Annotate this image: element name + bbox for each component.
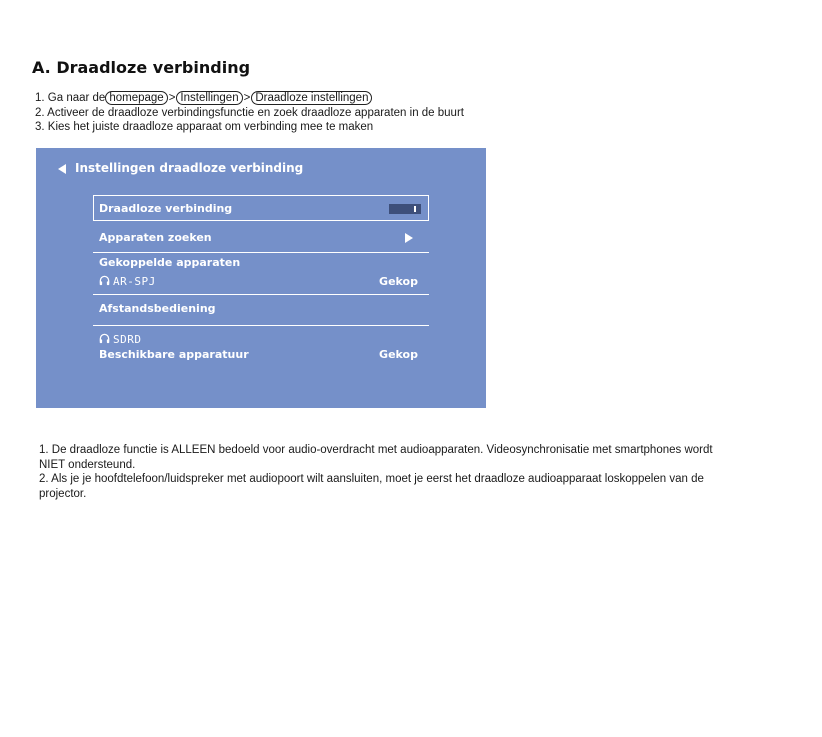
wireless-connection-label: Draadloze verbinding [99,202,233,215]
notes [39,443,729,501]
paired-device-status: Gekop [379,275,418,288]
available-equipment-row [99,348,429,361]
paired-device-name: AR-SPJ [113,275,156,288]
search-devices-item[interactable] [93,226,429,253]
paired-device-row[interactable] [99,275,429,288]
available-device-status: Gekop [379,348,418,361]
paired-devices-title: Gekoppelde apparaten [99,256,241,269]
note-1: 1. De draadloze functie is ALLEEN bedoeld voor audio-overdracht met audioapparaten. Videosynchronisatie met smartphones wordt NIET ondersteund. [39,444,713,471]
step-2: 2. Activeer de draadloze verbindingsfunctie en zoek draadloze apparaten in de buurt [35,106,464,119]
available-device-row[interactable] [99,333,429,346]
step-1-text: 1. Ga naar de [35,92,106,104]
remote-control-title: Afstandsbediening [99,302,216,315]
panel-title: Instellingen draadloze verbinding [75,161,304,175]
back-arrow-icon[interactable] [58,164,66,174]
breadcrumb-separator: > [168,92,176,104]
step-3: 3. Kies het juiste draadloze apparaat om verbinding mee te maken [35,121,374,133]
wireless-connection-item[interactable] [93,195,429,221]
search-devices-label: Apparaten zoeken [99,231,212,244]
divider [93,325,429,326]
step-1 [35,91,464,106]
note-2: 2. Als je je hoofdtelefoon/luidspreker met audiopoort wilt aansluiten, moet je eerst het draadloze audioapparaat loskoppelen van de projector. [39,473,704,500]
section-heading: A. Draadloze verbinding [32,58,251,77]
wireless-settings-panel [36,148,486,408]
available-device-name: SDRD [113,333,142,346]
instruction-steps [35,91,464,135]
toggle-knob [414,206,416,212]
headphones-icon [99,333,110,344]
divider [93,294,429,295]
wireless-toggle[interactable] [389,204,421,214]
breadcrumb-separator: > [243,92,251,104]
breadcrumb-instellingen: Instellingen [176,91,242,105]
breadcrumb-homepage: homepage [105,91,167,105]
headphones-icon [99,275,110,286]
available-equipment-title: Beschikbare apparatuur [99,348,249,361]
play-arrow-icon [405,233,413,243]
breadcrumb-draadloze-instellingen: Draadloze instellingen [251,91,372,105]
